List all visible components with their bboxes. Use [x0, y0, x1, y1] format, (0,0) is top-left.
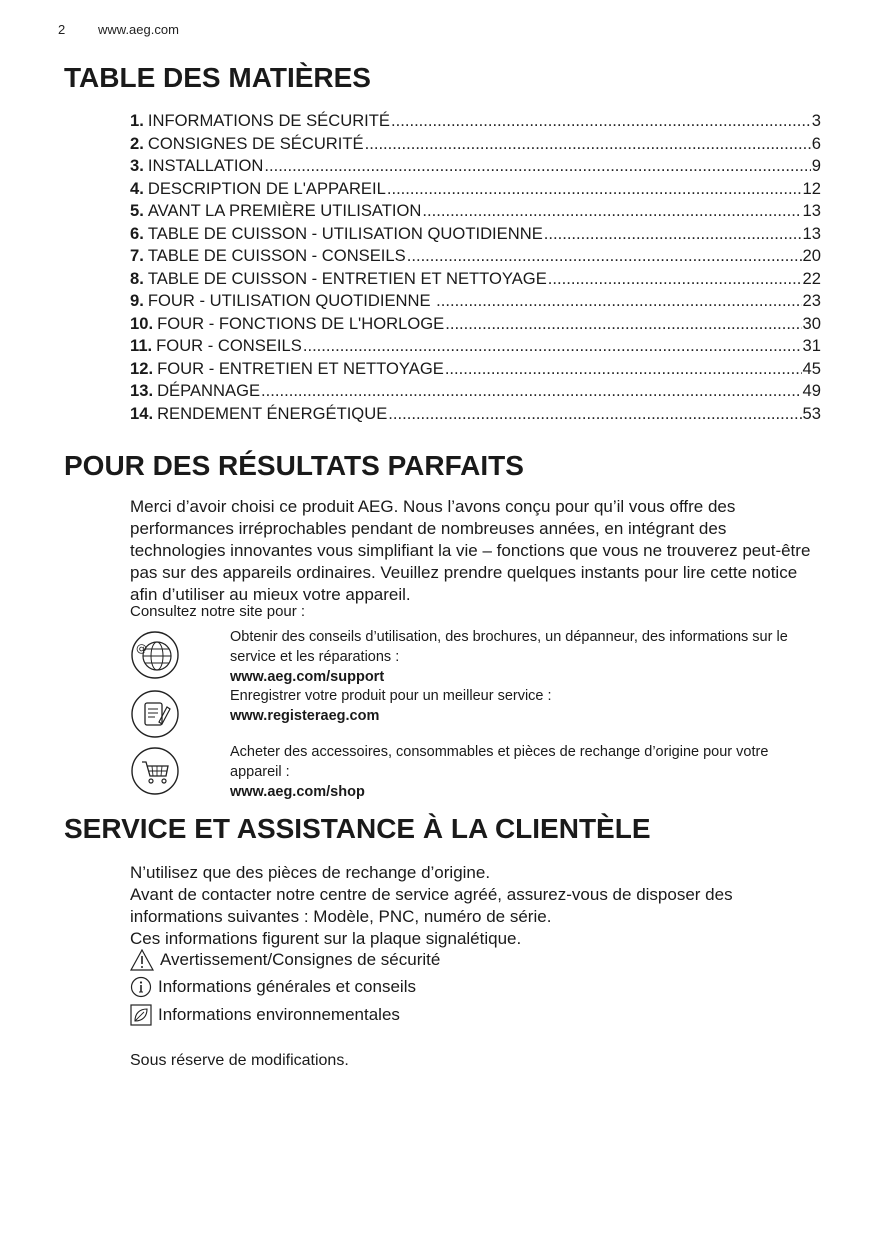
toc-item-page: 20: [802, 246, 821, 265]
site-url[interactable]: www.aeg.com: [98, 22, 179, 37]
toc-item-label: INFORMATIONS DE SÉCURITÉ: [147, 111, 391, 130]
toc-item-label: FOUR - UTILISATION QUOTIDIENNE: [147, 291, 436, 310]
service-title: SERVICE ET ASSISTANCE À LA CLIENTÈLE: [64, 813, 651, 844]
toc-item-label: DESCRIPTION DE L'APPAREIL: [147, 178, 386, 198]
toc-leader: [388, 404, 801, 424]
svg-text:@: @: [136, 642, 147, 655]
toc-item-number: 7.: [130, 246, 144, 265]
legend-warning-label: Avertissement/Consignes de sécurité: [160, 950, 441, 969]
toc-item-number: 6.: [130, 223, 144, 243]
toc-item-number: 10.: [130, 313, 154, 333]
service-line-2: Avant de contacter notre centre de service agréé, assurez-vous de disposer des informations suivantes : Modèle, PNC, numéro de série.: [130, 885, 733, 926]
toc-item[interactable]: [130, 291, 821, 314]
toc-item-label: AVANT LA PREMIÈRE UTILISATION: [147, 201, 422, 220]
toc-item-page: 6: [811, 133, 821, 153]
toc-item-page: 23: [802, 291, 821, 310]
toc-item-page: 31: [802, 336, 821, 355]
legend-environment-label: Informations environnementales: [158, 1005, 400, 1024]
results-title: POUR DES RÉSULTATS PARFAITS: [64, 450, 524, 481]
warning-triangle-icon: [130, 949, 154, 971]
toc-item[interactable]: [130, 156, 821, 179]
toc-leader: [544, 224, 802, 244]
legend-info: [130, 976, 416, 998]
service-line-3: Ces informations figurent sur la plaque signalétique.: [130, 929, 522, 948]
register-link[interactable]: www.registeraeg.com: [230, 708, 380, 724]
toc-item-number: 8.: [130, 268, 144, 288]
register-note-icon: [130, 689, 180, 739]
toc-item-page: 12: [802, 178, 821, 198]
toc-item-number: 4.: [130, 178, 144, 198]
toc-item-label: FOUR - CONSEILS: [156, 336, 302, 355]
globe-at-icon: [130, 630, 180, 680]
environment-leaf-icon: [130, 1004, 152, 1026]
toc-item-number: 2.: [130, 133, 144, 153]
toc-item[interactable]: [130, 246, 821, 269]
toc-item-number: 14.: [130, 403, 154, 423]
toc-item-number: 13.: [130, 381, 154, 400]
toc-item-label: FOUR - ENTRETIEN ET NETTOYAGE: [157, 358, 444, 378]
table-of-contents: [130, 111, 821, 426]
toc-item[interactable]: [130, 201, 821, 224]
toc-item[interactable]: [130, 111, 821, 134]
toc-item-page: 22: [802, 268, 821, 288]
toc-item-label: TABLE DE CUISSON - CONSEILS: [147, 246, 406, 265]
toc-leader: [391, 111, 811, 131]
toc-item[interactable]: [130, 404, 821, 427]
toc-item[interactable]: [130, 359, 821, 382]
toc-item-page: 3: [811, 111, 821, 130]
legend-warning: [130, 949, 440, 971]
toc-item[interactable]: [130, 134, 821, 157]
toc-item-number: 9.: [130, 291, 144, 310]
reserve-note: Sous réserve de modifications.: [130, 1052, 349, 1069]
service-line-1: N’utilisez que des pièces de rechange d’origine.: [130, 863, 491, 882]
toc-item[interactable]: [130, 224, 821, 247]
results-intro: Merci d’avoir choisi ce produit AEG. Nous l’avons conçu pour qu’il vous offre des performances irréprochables pendant de nombreuses années, en intégrant des technologies innovantes vous simplifiant la vie – fonctions que vous ne trouverez peut-être pas sur des appareils ordinaires. Veuillez prendre quelques instants pour lire cette notice afin d’utiliser au mieux votre appareil.: [130, 497, 811, 604]
toc-item-label: TABLE DE CUISSON - ENTRETIEN ET NETTOYAGE: [147, 268, 547, 288]
toc-leader: [436, 291, 801, 311]
toc-item-label: CONSIGNES DE SÉCURITÉ: [147, 133, 364, 153]
service-text: [130, 862, 820, 950]
toc-leader: [445, 359, 802, 379]
toc-item-label: RENDEMENT ÉNERGÉTIQUE: [157, 403, 388, 423]
page-number: 2: [58, 22, 66, 37]
toc-item[interactable]: [130, 269, 821, 292]
toc-leader: [303, 336, 802, 356]
toc-item[interactable]: [130, 336, 821, 359]
toc-leader: [407, 246, 802, 266]
legend-info-label: Informations générales et conseils: [158, 977, 416, 996]
toc-item-page: 9: [811, 156, 821, 175]
shopping-cart-icon: [130, 746, 180, 796]
toc-item[interactable]: [130, 179, 821, 202]
service-support-text: Obtenir des conseils d’utilisation, des brochures, un dépanneur, des informations sur le service et les réparations :: [230, 629, 788, 665]
toc-item-page: 30: [802, 313, 821, 333]
page-header: [58, 22, 179, 37]
toc-leader: [365, 134, 811, 154]
toc-item-page: 13: [802, 201, 821, 220]
toc-item-number: 11.: [130, 336, 153, 355]
toc-leader: [422, 201, 801, 221]
toc-item-label: FOUR - FONCTIONS DE L'HORLOGE: [157, 313, 445, 333]
toc-item-number: 1.: [130, 111, 144, 130]
legend-environment: [130, 1004, 400, 1026]
toc-item-page: 13: [802, 223, 821, 243]
toc-item[interactable]: [130, 314, 821, 337]
info-circle-icon: [130, 976, 152, 998]
toc-leader: [445, 314, 801, 334]
toc-item-number: 5.: [130, 201, 144, 220]
toc-item-page: 53: [802, 403, 821, 423]
support-link[interactable]: www.aeg.com/support: [230, 669, 385, 685]
toc-item[interactable]: [130, 381, 821, 404]
toc-leader: [264, 156, 810, 176]
toc-item-label: DÉPANNAGE: [157, 381, 261, 400]
consult-label: Consultez notre site pour :: [130, 603, 306, 620]
toc-title: TABLE DES MATIÈRES: [64, 62, 371, 93]
service-register-text: Enregistrer votre produit pour un meilleur service :: [230, 688, 552, 704]
shop-link[interactable]: www.aeg.com/shop: [230, 784, 365, 800]
toc-item-number: 12.: [130, 358, 154, 378]
toc-leader: [261, 381, 801, 401]
toc-item-page: 45: [802, 358, 821, 378]
toc-leader: [387, 179, 802, 199]
toc-item-label: TABLE DE CUISSON - UTILISATION QUOTIDIENNE: [147, 223, 543, 243]
toc-leader: [548, 269, 802, 289]
toc-item-number: 3.: [130, 156, 144, 175]
toc-item-label: INSTALLATION: [147, 156, 264, 175]
service-shop-text: Acheter des accessoires, consommables et pièces de rechange d’origine pour votre appareil :: [230, 744, 769, 780]
toc-item-page: 49: [802, 381, 821, 400]
